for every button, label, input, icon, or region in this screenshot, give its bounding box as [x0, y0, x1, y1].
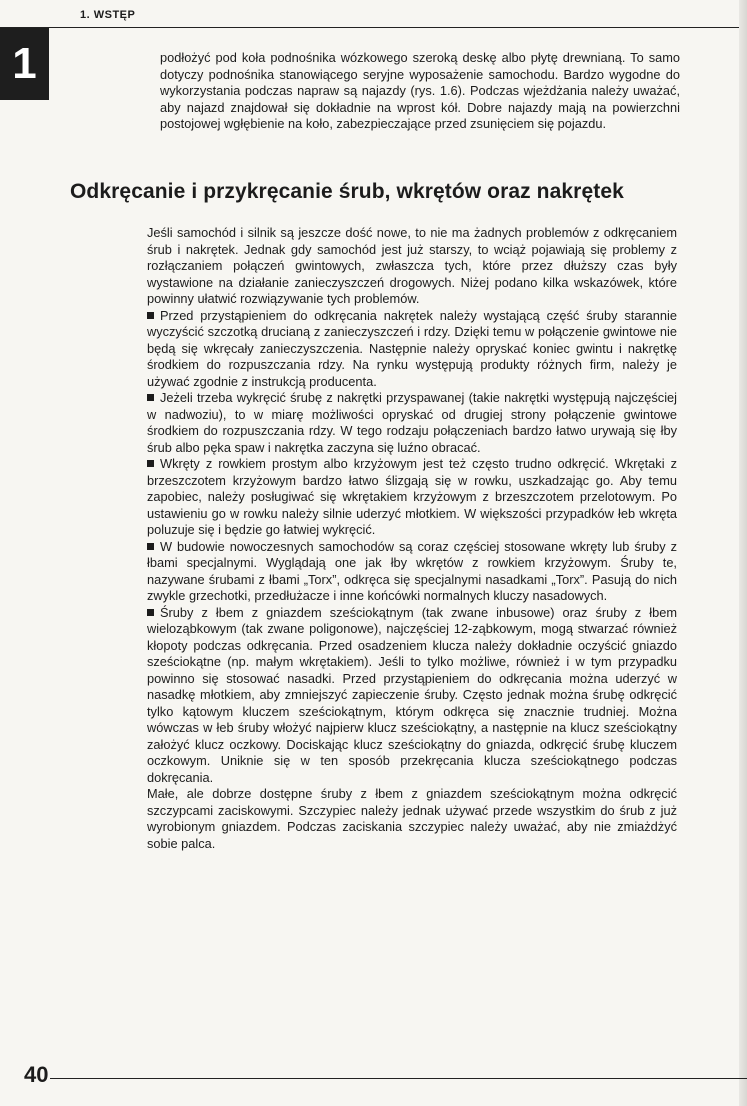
page-edge: [739, 0, 747, 1106]
list-item-text: Jeżeli trzeba wykręcić śrubę z nakrętki przyspawanej (takie nakrętki występują najczęściej w nadwoziu), to w miarę możliwości opryskać od drugiej strony połączenie gwintowe środkiem do rozpuszczania rdzy. W tego rodzaju połączeniach bardzo łatwo urywają się łby śrub albo pęka spaw i nakrętka zaczyna się luźno obracać.: [147, 390, 677, 455]
list-item-text: Śruby z łbem z gniazdem sześciokątnym (tak zwane inbusowe) oraz śruby z łbem wieloząbkowym (tak zwane poligonowe), najczęściej 12-ząbkowym, mogą stwarzać również kłopoty podczas odkręcania. Przed osadzeniem klucza należy dokładnie oczyścić gniazdo sześciokątne (np. małym wkrętakiem). Jeśli to tylko możliwe, również i w tym przypadku powinno się stosować nasadki. Przed przystąpieniem do odkręcania można uderzyć w nasadkę młotkiem, aby zmniejszyć zapieczenie śruby. Często jednak można śrubę odkręcić tylko kątowym kluczem sześciokątnym, którym odkręca się znacznie trudniej. Można wówczas w łeb śruby włożyć najpierw klucz sześciokątny, a następnie na klucz sześciokątny założyć klucz oczkowy. Dociskając klucz sześciokątny do gniazda, odkręcić śrubę kluczem oczkowym. Uniknie się w ten sposób przekręcania klucza sześciokątnego podczas dokręcania.: [147, 604, 677, 785]
list-item-text: Wkręty z rowkiem prostym albo krzyżowym jest też często trudno odkręcić. Wkrętaki z brzeszczotem krzyżowym bardzo łatwo ślizgają się w rowku, uszkadzając go. Aby temu zapobiec, należy posługiwać się wkrętakiem krzyżowym z brzeszczotem przelotowym. Po ustawieniu go w rowku należy silnie uderzyć młotkiem. W większości przypadków łeb wkręta poluzuje się i będzie go łatwiej wykręcić.: [147, 456, 677, 537]
header-rule: [0, 27, 747, 28]
intro-paragraph: [160, 50, 680, 133]
section-heading: Odkręcanie i przykręcanie śrub, wkrętów oraz nakrętek: [70, 180, 624, 203]
list-item: [147, 539, 677, 605]
list-item: [147, 308, 677, 391]
list-item-text: W budowie nowoczesnych samochodów są coraz częściej stosowane wkręty lub śruby z łbami specjalnymi. Wyglądają one jak łby wkrętów z rowkiem krzyżowym. Śruby te, nazywane śrubami z łbami „Torx”, odkręca się specjalnymi nasadkami „Torx”. Pasują do nich zwykle grzechotki, przedłużacze i inne końcówki normalnych kluczy nasadowych.: [147, 538, 677, 603]
list-item: [147, 605, 677, 787]
bullet-icon: [147, 394, 154, 401]
bullet-icon: [147, 460, 154, 467]
intro-text: podłożyć pod koła podnośnika wózkowego szeroką deskę albo płytę drewnianą. To samo dotyczy podnośnika stanowiącego seryjne wyposażenie samochodu. Bardzo wygodne do wykorzystania podczas napraw są najazdy (rys. 1.6). Podczas wjeżdżania należy uważać, aby najazd znajdował się dokładnie na wprost kół. Dobre najazdy mają na powierzchni postojowej wgłębienie na koło, zabezpieczające przed zsunięciem się pojazdu.: [160, 50, 680, 132]
running-header: 1. WSTĘP: [80, 9, 136, 21]
list-item: [147, 390, 677, 456]
chapter-tab: 1: [0, 28, 49, 100]
list-item: [147, 456, 677, 539]
page-number: 40: [24, 1062, 49, 1087]
bullet-icon: [147, 543, 154, 550]
paragraph-closing: Małe, ale dobrze dostępne śruby z łbem z gniazdem sześciokątnym można odkręcić szczypcami zaciskowymi. Szczypiec należy jednak używać przede wszystkim do śrub z już wyrobionym gniazdem. Podczas zaciskania szczypiec należy uważać, aby nie zmiażdżyć sobie palca.: [147, 786, 677, 851]
footer-rule: [50, 1078, 747, 1079]
bullet-icon: [147, 609, 154, 616]
section-body: [147, 225, 677, 852]
list-item-text: Przed przystąpieniem do odkręcania nakrętek należy wystającą część śruby starannie wyczyścić szczotką drucianą z zanieczyszczeń i rdzy. Dzięki temu w połączenie gwintowe nie będą się wkręcały zanieczyszczenia. Następnie należy opryskać koniec gwintu i nakrętkę środkiem do rozpuszczania rdzy. Na rynku występują produkty różnych firm, należy je używać zgodnie z instrukcją producenta.: [147, 307, 677, 389]
bullet-icon: [147, 312, 154, 319]
page-header: [0, 0, 747, 30]
paragraph-intro: Jeśli samochód i silnik są jeszcze dość nowe, to nie ma żadnych problemów z odkręcaniem śrub i nakrętek. Jednak gdy samochód jest już starszy, to wciąż pojawiają się problemy z rozłączaniem połączeń gwintowych, zwłaszcza tych, które przez dłuższy czas były wystawione na działanie zanieczyszczeń drogowych. Niżej podano kilka wskazówek, które powinny ułatwić rozwiązywanie tych problemów.: [147, 225, 677, 306]
